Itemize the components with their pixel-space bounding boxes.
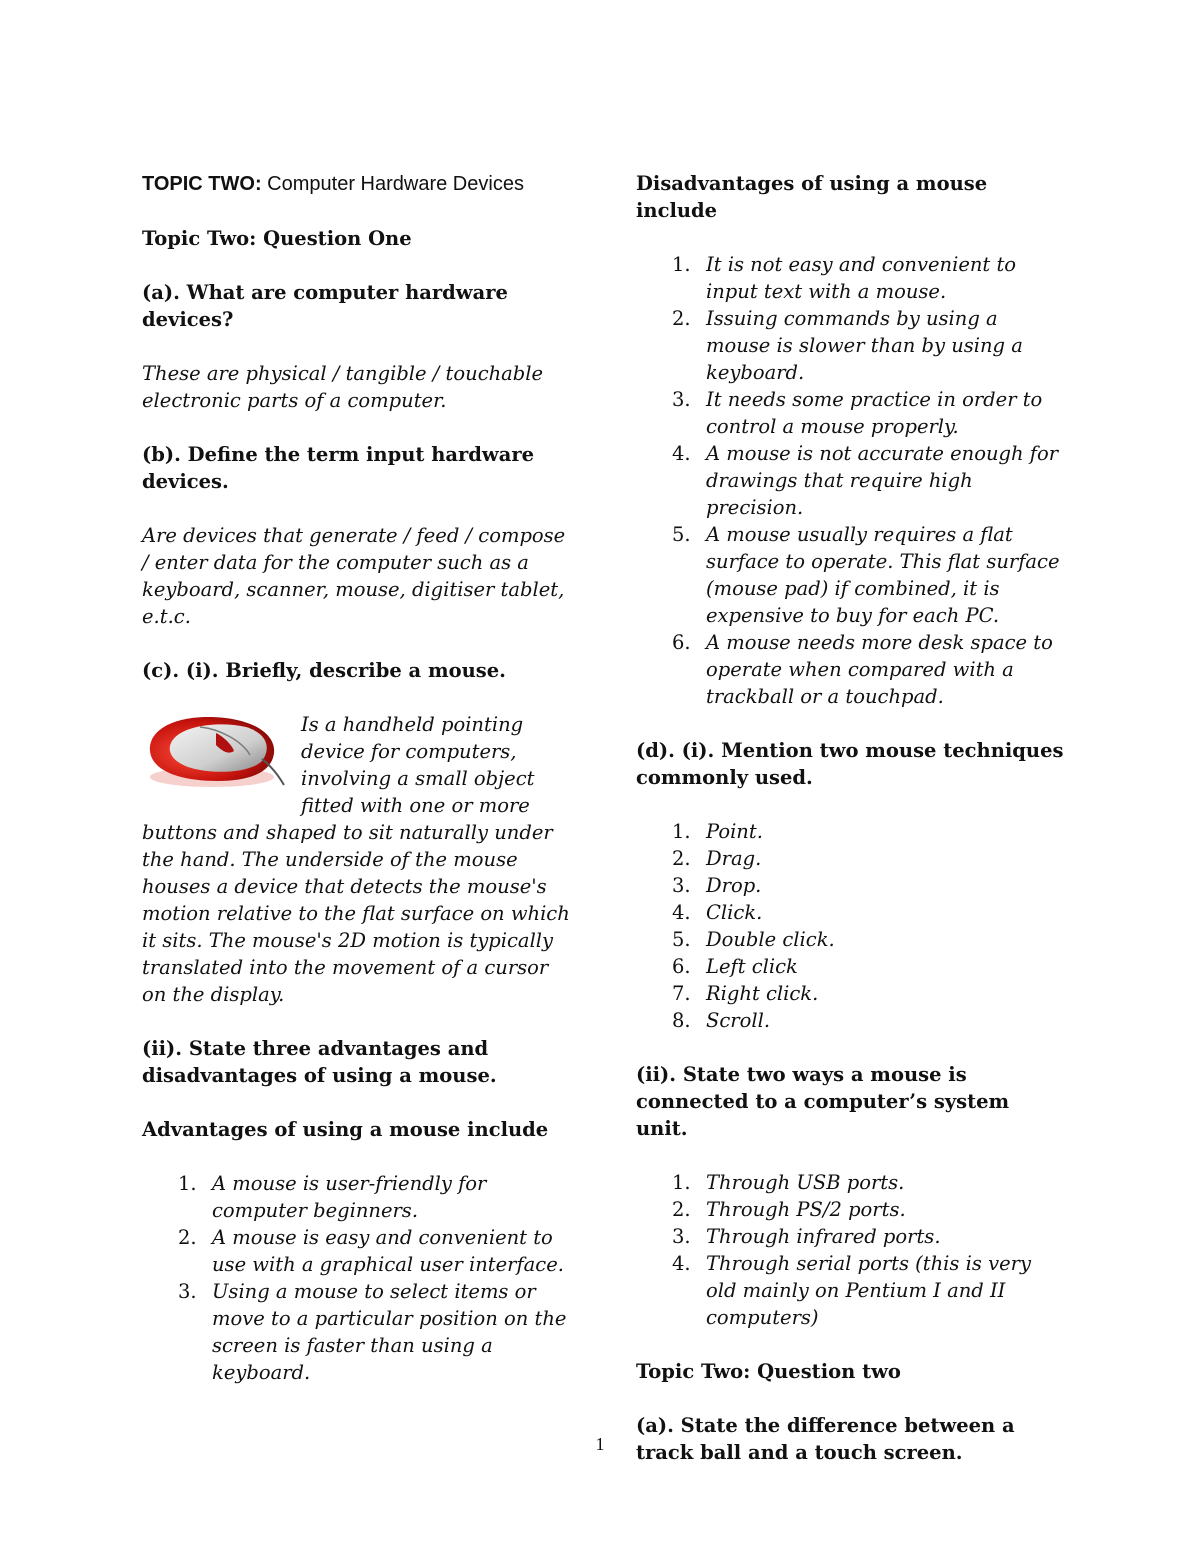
left-column (142, 170, 572, 1386)
question-c-i: (c). (i). Briefly, describe a mouse. (142, 659, 506, 682)
connections-list (636, 1169, 1066, 1331)
answer-a: These are physical / tangible / touchable electronic parts of a computer. (142, 362, 544, 412)
techniques-list (636, 818, 1066, 1034)
list-item: 5. A mouse usually requires a flat surface to operate. This flat surface (mouse pad) if combined, it is expensive to buy for each PC. (672, 523, 1060, 627)
list-item: 2. Issuing commands by using a mouse is slower than by using a keyboard. (672, 307, 1023, 384)
list-item: 6. A mouse needs more desk space to operate when compared with a trackball or a touchpad. (672, 631, 1053, 708)
question-d-i: (d). (i). Mention two mouse techniques commonly used. (636, 739, 1064, 789)
question-a: (a). What are computer hardware devices? (142, 281, 508, 331)
question-b: (b). Define the term input hardware devices. (142, 443, 535, 493)
list-item: 8. Scroll. (672, 1009, 771, 1032)
list-item: 3. Drop. (672, 874, 762, 897)
question-d-ii: (ii). State two ways a mouse is connected to a computer’s system unit. (636, 1063, 1010, 1140)
question-c-ii: (ii). State three advantages and disadvantages of using a mouse. (142, 1037, 497, 1087)
advantages-heading: Advantages of using a mouse include (142, 1118, 549, 1141)
page-number: 1 (595, 1434, 605, 1454)
list-item: 7. Right click. (672, 982, 819, 1005)
list-item: 3. It needs some practice in order to control a mouse properly. (672, 388, 1043, 438)
list-item: 1. Point. (672, 820, 763, 843)
topic-heading (142, 170, 572, 198)
question-one-title: Topic Two: Question One (142, 227, 412, 250)
disadvantages-list (636, 251, 1066, 710)
computer-mouse-image (142, 711, 287, 791)
topic-title: Computer Hardware Devices (261, 173, 524, 195)
list-item: 3. Through infrared ports. (672, 1225, 941, 1248)
list-item: 1. A mouse is user-friendly for computer beginners. (178, 1172, 487, 1222)
list-item: 4. A mouse is not accurate enough for drawings that require high precision. (672, 442, 1059, 519)
list-item: 5. Double click. (672, 928, 835, 951)
answer-c-i: Is a handheld pointing device for computers, involving a small object fitted with one or more buttons and shaped to sit naturally under the hand. The underside of the mouse houses a device that detects the mouse's motion relative to the flat surface on which it sits. The mouse's 2D motion is typically translated into the movement of a cursor on the display. (142, 713, 570, 1006)
question-two-title: Topic Two: Question two (636, 1360, 901, 1383)
right-column (636, 170, 1066, 1466)
list-item: 4. Click. (672, 901, 763, 924)
list-item: 1. Through USB ports. (672, 1171, 905, 1194)
mouse-description (142, 711, 572, 1008)
topic-prefix: TOPIC TWO: (142, 173, 262, 195)
advantages-list (142, 1170, 572, 1386)
disadvantages-heading: Disadvantages of using a mouse include (636, 172, 988, 222)
list-item: 2. Through PS/2 ports. (672, 1198, 906, 1221)
list-item: 2. A mouse is easy and convenient to use with a graphical user interface. (178, 1226, 564, 1276)
list-item: 2. Drag. (672, 847, 762, 870)
list-item: 4. Through serial ports (this is very old mainly on Pentium I and II computers) (672, 1252, 1031, 1329)
answer-b: Are devices that generate / feed / compose / enter data for the computer such as a keyboard, scanner, mouse, digitiser tablet, e.t.c. (142, 524, 566, 628)
question-two-a: (a). State the difference between a track ball and a touch screen. (636, 1414, 1015, 1464)
list-item: 3. Using a mouse to select items or move to a particular position on the screen is faster than using a keyboard. (178, 1280, 567, 1384)
list-item: 6. Left click (672, 955, 798, 978)
list-item: 1. It is not easy and convenient to input text with a mouse. (672, 253, 1017, 303)
